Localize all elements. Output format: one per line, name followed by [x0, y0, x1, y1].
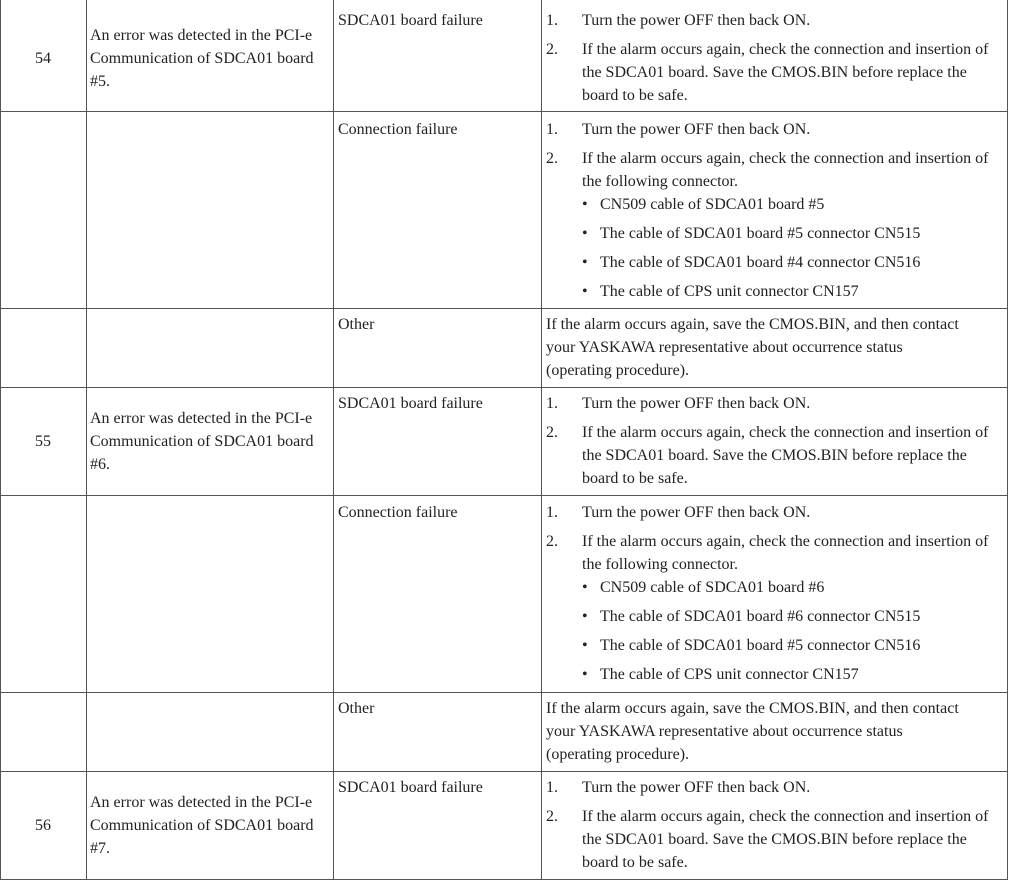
remedy-cell: [546, 9, 1004, 107]
list-item: • The cable of CPS unit connector CN157: [582, 280, 1004, 303]
remedy-text: If the alarm occurs again, save the CMOS.BIN, and then contact your YASKAWA representative about occurrence status (operating procedure).: [546, 700, 959, 763]
step-text: If the alarm occurs again, check the connection and insertion of the SDCA01 board. Save the CMOS.BIN before replace the board to be safe.: [582, 808, 989, 871]
alarm-cause: SDCA01 board failure: [338, 779, 483, 796]
alarm-number: 54: [35, 50, 51, 67]
step-number: 2.: [546, 41, 558, 58]
list-item: • The cable of SDCA01 board #4 connector CN516: [582, 251, 1004, 274]
bullet-icon: •: [582, 579, 588, 596]
step-text: If the alarm occurs again, check the connection and insertion of the following connector.: [582, 533, 989, 573]
step-text: Turn the power OFF then back ON.: [582, 504, 811, 521]
alarm-cause: Other: [338, 316, 375, 333]
step-number: 1.: [546, 779, 558, 796]
bullet-icon: •: [582, 637, 588, 654]
step-number: 1.: [546, 395, 558, 412]
alarm-number: 56: [35, 817, 51, 834]
step-text: If the alarm occurs again, check the connection and insertion of the following connector.: [582, 150, 989, 190]
remedy-step: [546, 421, 1004, 490]
remedy-cell: [546, 776, 1004, 874]
alarm-number: 55: [35, 433, 51, 450]
remedy-step: [546, 38, 1004, 107]
step-text: If the alarm occurs again, check the connection and insertion of the SDCA01 board. Save the CMOS.BIN before replace the board to be safe.: [582, 424, 989, 487]
list-item: • The cable of CPS unit connector CN157: [582, 663, 1004, 686]
alarm-description: An error was detected in the PCI-e Communication of SDCA01 board #5.: [90, 27, 314, 90]
step-text: Turn the power OFF then back ON.: [582, 12, 811, 29]
alarm-description: An error was detected in the PCI-e Communication of SDCA01 board #7.: [90, 794, 314, 857]
table-row: [0, 693, 1008, 772]
remedy-text: If the alarm occurs again, save the CMOS.BIN, and then contact your YASKAWA representative about occurrence status (operating procedure).: [546, 316, 959, 379]
bullet-icon: •: [582, 666, 588, 683]
list-item: • CN509 cable of SDCA01 board #5: [582, 193, 1004, 216]
step-number: 2.: [546, 150, 558, 167]
table-row: [0, 112, 1008, 309]
step-number: 1.: [546, 504, 558, 521]
alarm-cause: Connection failure: [338, 504, 458, 521]
connector-list: [582, 576, 1004, 686]
remedy-step: [546, 392, 1004, 415]
remedy-step: [546, 118, 1004, 141]
list-item: • CN509 cable of SDCA01 board #6: [582, 576, 1004, 599]
bullet-icon: •: [582, 225, 588, 242]
step-number: 2.: [546, 424, 558, 441]
step-text: Turn the power OFF then back ON.: [582, 779, 811, 796]
remedy-step: [546, 501, 1004, 524]
step-text: If the alarm occurs again, check the connection and insertion of the SDCA01 board. Save the CMOS.BIN before replace the board to be safe.: [582, 41, 989, 104]
list-item: • The cable of SDCA01 board #6 connector CN515: [582, 605, 1004, 628]
remedy-step: [546, 530, 1004, 686]
table-row: [0, 0, 1008, 112]
remedy-step: [546, 147, 1004, 303]
bullet-icon: •: [582, 283, 588, 300]
alarm-cause: Connection failure: [338, 121, 458, 138]
step-text: Turn the power OFF then back ON.: [582, 395, 811, 412]
alarm-cause: Other: [338, 700, 375, 717]
bullet-icon: •: [582, 608, 588, 625]
alarm-cause: SDCA01 board failure: [338, 395, 483, 412]
bullet-icon: •: [582, 254, 588, 271]
step-text: Turn the power OFF then back ON.: [582, 121, 811, 138]
remedy-step: [546, 776, 1004, 799]
list-item: • The cable of SDCA01 board #5 connector CN516: [582, 634, 1004, 657]
step-number: 2.: [546, 533, 558, 550]
table-row: [0, 309, 1008, 388]
table-row: [0, 772, 1008, 880]
remedy-step: [546, 805, 1004, 874]
table-row: [0, 388, 1008, 496]
step-number: 1.: [546, 12, 558, 29]
table-row: [0, 496, 1008, 693]
remedy-step: [546, 9, 1004, 32]
connector-list: [582, 193, 1004, 303]
alarm-description: An error was detected in the PCI-e Communication of SDCA01 board #6.: [90, 410, 314, 473]
remedy-cell: [546, 392, 1004, 490]
step-number: 1.: [546, 121, 558, 138]
bullet-icon: •: [582, 196, 588, 213]
list-item: • The cable of SDCA01 board #5 connector CN515: [582, 222, 1004, 245]
step-number: 2.: [546, 808, 558, 825]
remedy-cell: [546, 501, 1004, 686]
alarm-cause: SDCA01 board failure: [338, 12, 483, 29]
remedy-cell: [546, 118, 1004, 303]
